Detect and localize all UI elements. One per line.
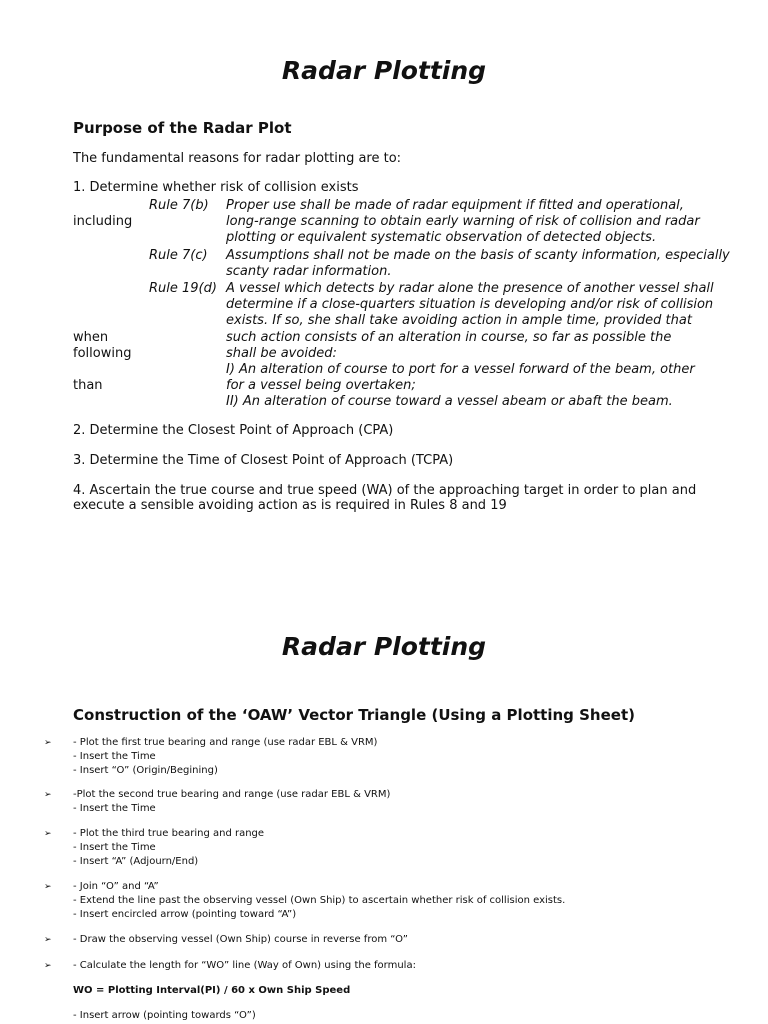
page-title: Radar Plotting — [281, 56, 487, 85]
intro-text: The fundamental reasons for radar plotting are to: — [73, 151, 402, 166]
rules-block — [73, 198, 753, 411]
rule-text: Assumptions shall not be made on the basis of scanty information, especially scanty radar information. — [226, 247, 730, 279]
bullet-text: -Plot the second true bearing and range (use radar EBL & VRM) - Insert the Time — [73, 789, 391, 814]
rule-margin-text — [73, 248, 149, 280]
bullet-text: - Draw the observing vessel (Own Ship) course in reverse from “O” — [73, 934, 408, 945]
arrow-bullet-icon: ➢ — [44, 935, 52, 945]
bullet-item — [44, 827, 744, 869]
rule-7c — [73, 248, 753, 280]
arrow-bullet-icon: ➢ — [44, 790, 52, 800]
bullet-text: - Plot the third true bearing and range - Insert the Time - Insert “A” (Adjourn/End) — [73, 828, 265, 867]
rule-name: Rule 7(b) — [149, 198, 209, 213]
rule-margin-text: when following than — [73, 329, 132, 394]
rule-margin-text: including — [73, 214, 133, 230]
last-line: - Insert arrow (pointing towards “O”) — [73, 1010, 256, 1021]
bullet-text: - Join “O” and “A” - Extend the line past the observing vessel (Own Ship) to ascertain whether risk of collision exists. - Insert encircled arrow (pointing toward “A”) — [73, 881, 566, 920]
point-3: 3. Determine the Time of Closest Point of Approach (TCPA) — [73, 453, 454, 468]
point-1: 1. Determine whether risk of collision exists — [73, 180, 359, 195]
bullet-text: - Calculate the length for “WO” line (Way of Own) using the formula: — [73, 960, 416, 971]
section-heading: Purpose of the Radar Plot — [73, 119, 292, 137]
arrow-bullet-icon: ➢ — [44, 738, 52, 748]
bullet-item — [44, 736, 744, 778]
point-2: 2. Determine the Closest Point of Approach (CPA) — [73, 423, 394, 438]
bullet-item — [44, 788, 744, 816]
page-title-2: Radar Plotting — [281, 632, 487, 661]
formula: WO = Plotting Interval(PI) / 60 x Own Ship Speed — [73, 985, 351, 996]
bullet-text: - Plot the first true bearing and range (use radar EBL & VRM) - Insert the Time - Insert “O” (Origin/Begining) — [73, 737, 378, 776]
rule-7b — [73, 198, 753, 247]
bullet-item — [44, 959, 744, 973]
section-heading-2: Construction of the ‘OAW’ Vector Triangle (Using a Plotting Sheet) — [73, 706, 635, 724]
point-4-line-1: 4. Ascertain the true course and true speed (WA) of the approaching target in order to plan and — [73, 483, 697, 498]
rule-text: A vessel which detects by radar alone the presence of another vessel shall determine if a close-quarters situation is developing and/or risk of collision exists. If so, she shall take avoiding action in ample time, provided that such action consists of an alteration in course, so far as possible the shall be avoided: I) An alteration of course to port for a vessel forward of the beam, other for a vessel being overtaken; II) An alteration of course toward a vessel abeam or abaft the beam. — [226, 281, 714, 410]
rule-name: Rule 19(d) — [149, 281, 217, 297]
arrow-bullet-icon: ➢ — [44, 882, 52, 892]
arrow-bullet-icon: ➢ — [44, 829, 52, 839]
arrow-bullet-icon: ➢ — [44, 961, 52, 971]
rule-19d — [73, 281, 753, 411]
rule-text: Proper use shall be made of radar equipment if fitted and operational, long-range scanning to obtain early warning of risk of collision and radar plotting or equivalent systematic observation of detected objects. — [226, 198, 700, 246]
rule-name: Rule 7(c) — [149, 247, 208, 263]
point-4-line-2: execute a sensible avoiding action as is required in Rules 8 and 19 — [73, 498, 507, 513]
bullet-item — [44, 933, 744, 947]
bullet-item — [44, 880, 744, 922]
